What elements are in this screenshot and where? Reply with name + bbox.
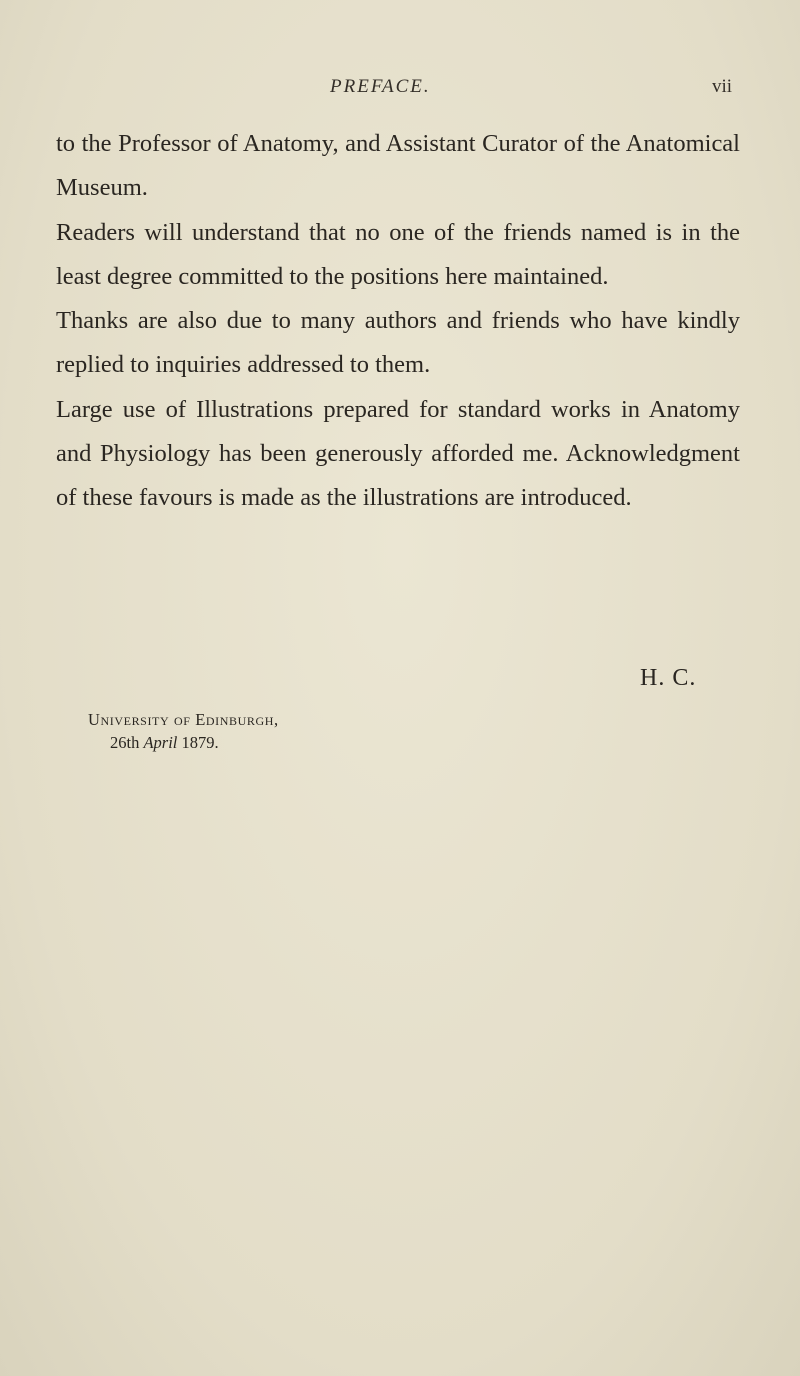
running-head [0,76,800,106]
date-day: 26th [110,733,140,752]
date-line [110,733,219,753]
paragraph: Large use of Illustrations prepared for standard works in Anatomy and Physiology has been generously afforded me. Acknowledgment of these favours is made as the illustrations are introduced. [56,395,740,512]
date-month: April [143,733,178,752]
paragraph: Readers will understand that no one of the friends named is in the least degree committed to the positions here maintained. [56,218,740,290]
paragraph: to the Professor of Anatomy, and Assistant Curator of the Anatomical Museum. [56,130,740,202]
running-title: PREFACE. [330,76,431,97]
preface-body [56,122,740,521]
paragraph: Thanks are also due to many authors and friends who have kindly replied to inquiries addressed to them. [56,307,740,379]
date-year: 1879. [181,733,219,752]
author-initials: H. C. [640,665,697,691]
place-line: University of Edinburgh, [88,710,279,729]
page-number: vii [712,76,733,97]
